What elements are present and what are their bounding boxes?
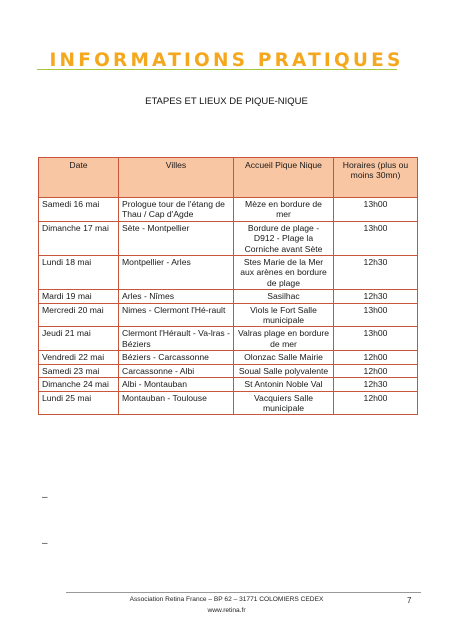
table-row [39,256,418,290]
cell-horaires: 12h30 [334,290,418,303]
cell-villes: Albi - Montauban [119,378,234,391]
cell-accueil: Olonzac Salle Mairie [234,351,334,364]
cell-date: Mercredi 20 mai [39,303,119,327]
picnic-schedule-table [38,157,418,415]
cell-accueil: Bordure de plage - D912 - Plage la Corniche avant Sète [234,221,334,255]
cell-date: Lundi 25 mai [39,391,119,415]
cell-date: Dimanche 24 mai [39,378,119,391]
cell-horaires: 12h00 [334,391,418,415]
cell-villes: Arles - Nîmes [119,290,234,303]
cell-villes: Clermont l'Hérault - Va-lras - Béziers [119,327,234,351]
cell-date: Vendredi 22 mai [39,351,119,364]
cell-villes: Montpellier - Arles [119,256,234,290]
footer-address: Association Retina France – BP 62 – 31771 COLOMIERS CEDEX [129,596,324,603]
page-title: INFORMATIONS PRATIQUES [49,50,404,71]
table-row [39,327,418,351]
header-accueil: Accueil Pique Nique [234,158,334,198]
cell-accueil: Viols le Fort Salle municipale [234,303,334,327]
table-body [39,198,418,415]
table-row [39,364,418,377]
table-row [39,378,418,391]
cell-accueil: Vacquiers Salle municipale [234,391,334,415]
cell-date: Mardi 19 mai [39,290,119,303]
cell-horaires: 13h00 [334,327,418,351]
cell-horaires: 12h00 [334,364,418,377]
table-row [39,290,418,303]
cell-accueil: Sasilhac [234,290,334,303]
table-row [39,391,418,415]
title-underline [37,69,397,70]
section-subtitle: ETAPES ET LIEUX DE PIQUE-NIQUE [145,96,308,107]
table-row [39,198,418,222]
table-row [39,221,418,255]
header-horaires: Horaires (plus ou moins 30mn) [334,158,418,198]
bullet-dash: – [42,538,48,549]
cell-villes: Sète - Montpellier [119,221,234,255]
cell-villes: Montauban - Toulouse [119,391,234,415]
cell-accueil: Stes Marie de la Mer aux arènes en bordure de plage [234,256,334,290]
page-number: 7 [407,596,412,605]
footer-website: www.retina.fr [207,607,246,614]
cell-accueil: Soual Salle polyvalente [234,364,334,377]
cell-date: Samedi 16 mai [39,198,119,222]
cell-date: Jeudi 21 mai [39,327,119,351]
cell-accueil: Valras plage en bordure de mer [234,327,334,351]
table-row [39,303,418,327]
table-row [39,351,418,364]
cell-horaires: 13h00 [334,198,418,222]
cell-horaires: 12h00 [334,351,418,364]
cell-accueil: St Antonin Noble Val [234,378,334,391]
cell-horaires: 12h30 [334,378,418,391]
bullet-dash: – [42,492,48,503]
cell-horaires: 13h00 [334,303,418,327]
cell-villes: Nimes - Clermont l'Hé-rault [119,303,234,327]
cell-accueil: Mèze en bordure de mer [234,198,334,222]
cell-horaires: 12h30 [334,256,418,290]
header-villes: Villes [119,158,234,198]
header-date: Date [39,158,119,198]
cell-date: Lundi 18 mai [39,256,119,290]
cell-villes: Prologue tour de l'étang de Thau / Cap d'Agde [119,198,234,222]
cell-date: Dimanche 17 mai [39,221,119,255]
cell-date: Samedi 23 mai [39,364,119,377]
cell-horaires: 13h00 [334,221,418,255]
cell-villes: Carcassonne - Albi [119,364,234,377]
table-header-row [39,158,418,198]
footer-divider [66,592,421,593]
cell-villes: Béziers - Carcassonne [119,351,234,364]
